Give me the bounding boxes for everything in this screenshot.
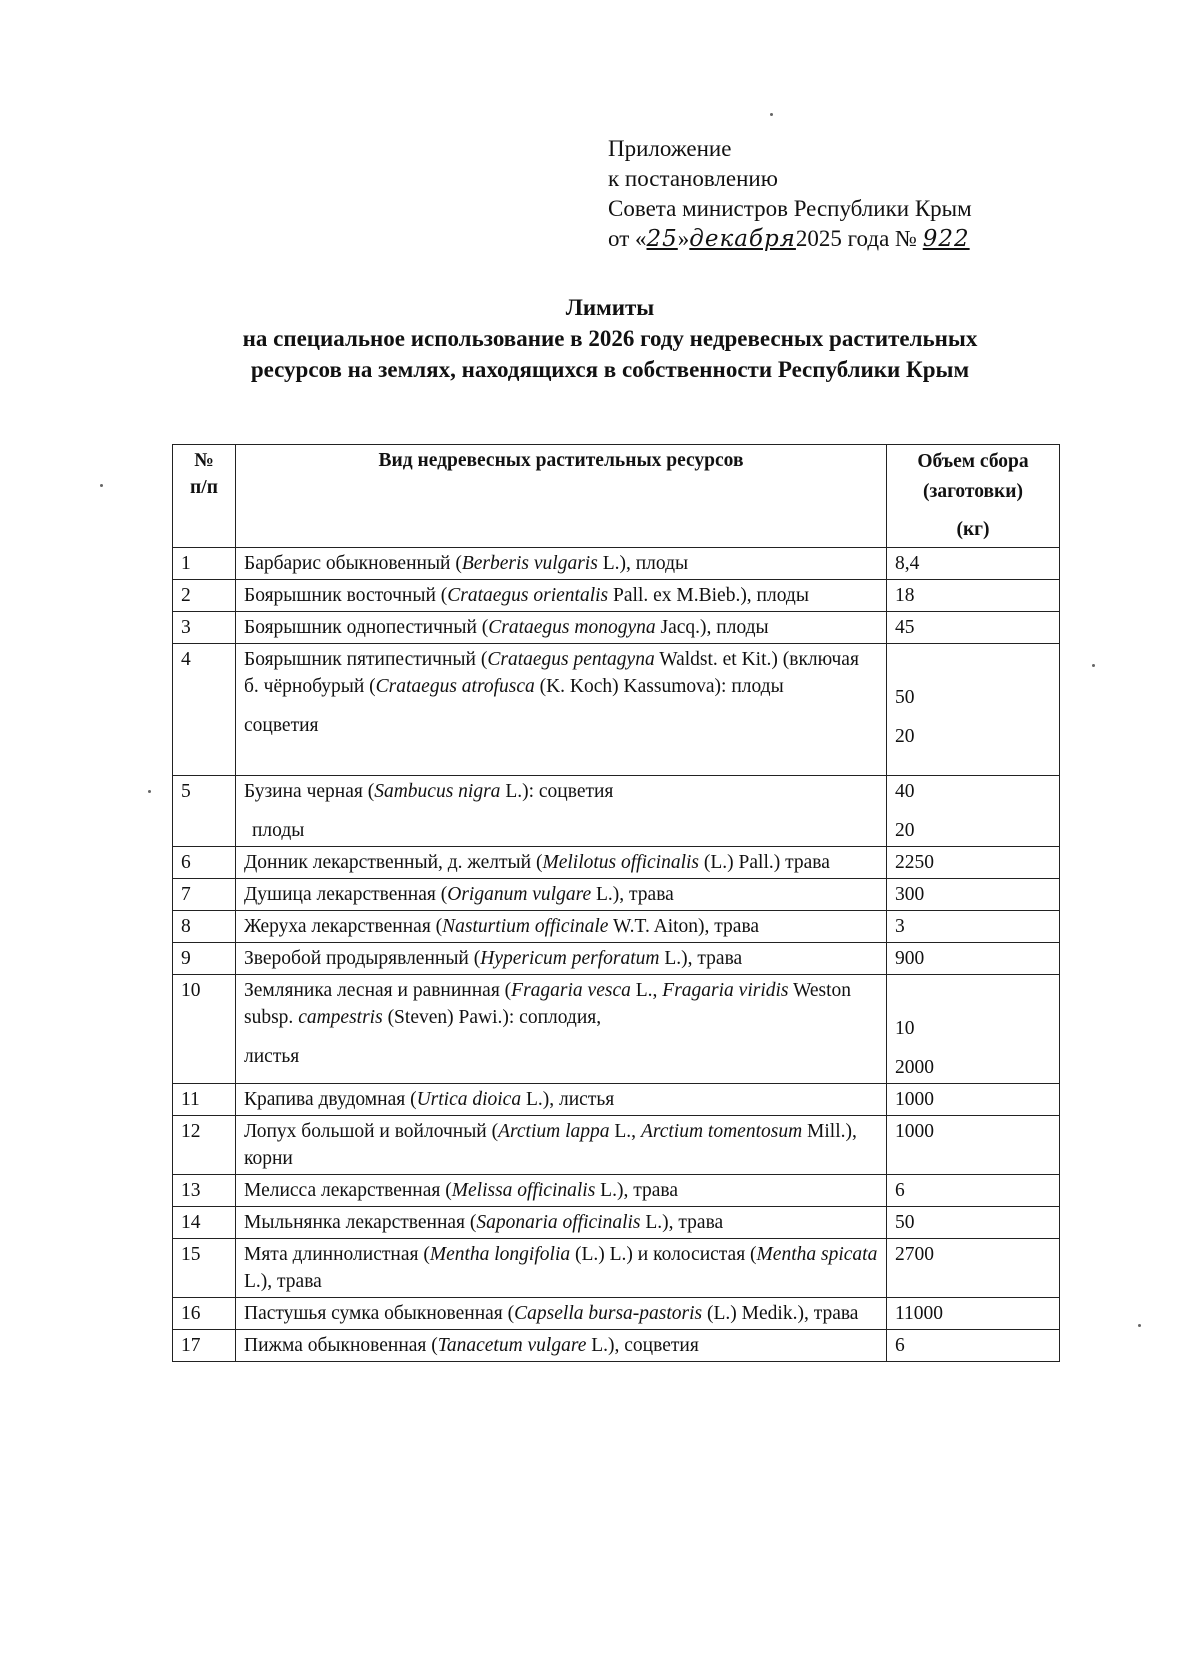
collection-volume: 2700 bbox=[887, 1239, 1060, 1298]
resource-name bbox=[236, 879, 887, 911]
collection-volume bbox=[887, 776, 1060, 847]
latin-name: Mentha spicata bbox=[756, 1244, 878, 1265]
volume-value: 20 bbox=[895, 726, 915, 747]
row-number: 12 bbox=[173, 1116, 236, 1175]
appendix-header bbox=[608, 134, 972, 254]
table-row bbox=[173, 1330, 1060, 1362]
name-text: Бузина черная ( bbox=[244, 781, 375, 802]
latin-name: Arctium lappa bbox=[498, 1121, 610, 1142]
collection-volume: 6 bbox=[887, 1330, 1060, 1362]
name-text: Waldst. et Kit.) (включая б. чёрнобурый ( bbox=[244, 649, 859, 697]
row-number: 4 bbox=[173, 644, 236, 776]
table-row bbox=[173, 1116, 1060, 1175]
name-text: Лопух большой и войлочный ( bbox=[244, 1121, 499, 1142]
title-main: Лимиты bbox=[565, 295, 655, 320]
latin-name: Fragaria vesca bbox=[511, 980, 631, 1001]
name-text: Мята длиннолистная ( bbox=[244, 1244, 430, 1265]
table-row bbox=[173, 1298, 1060, 1330]
date-day: 25 bbox=[646, 226, 678, 252]
resource-name bbox=[236, 612, 887, 644]
latin-name: campestris bbox=[298, 1007, 383, 1028]
row-number: 13 bbox=[173, 1175, 236, 1207]
title-line-2: на специальное использование в 2026 году недревесных растительных bbox=[242, 326, 978, 351]
row-number: 10 bbox=[173, 975, 236, 1084]
name-text: Мелисса лекарственная ( bbox=[244, 1180, 452, 1201]
name-text: Jacq.), плоды bbox=[655, 617, 769, 638]
collection-volume: 3 bbox=[887, 911, 1060, 943]
resource-name bbox=[236, 644, 887, 776]
volume-value: 10 bbox=[895, 1018, 915, 1039]
name-text: (L.) Medik.), трава bbox=[702, 1303, 859, 1324]
collection-volume: 8,4 bbox=[887, 548, 1060, 580]
name-text: L.), трава bbox=[591, 884, 674, 905]
table-row bbox=[173, 1175, 1060, 1207]
appendix-label: Приложение bbox=[608, 136, 732, 161]
resolution-ref: к постановлению bbox=[608, 166, 778, 191]
name-text: Мыльнянка лекарственная ( bbox=[244, 1212, 477, 1233]
row-number: 14 bbox=[173, 1207, 236, 1239]
name-text: Боярышник восточный ( bbox=[244, 585, 448, 606]
row-number: 6 bbox=[173, 847, 236, 879]
row-number: 7 bbox=[173, 879, 236, 911]
table-row bbox=[173, 911, 1060, 943]
latin-name: Crataegus monogyna bbox=[488, 617, 656, 638]
name-text: Пижма обыкновенная ( bbox=[244, 1335, 438, 1356]
document-title bbox=[130, 292, 1090, 385]
name-text: L.): соцветия bbox=[500, 781, 614, 802]
row-number: 8 bbox=[173, 911, 236, 943]
latin-name: Urtica dioica bbox=[416, 1089, 522, 1110]
collection-volume: 2250 bbox=[887, 847, 1060, 879]
scan-speck bbox=[1138, 1324, 1141, 1327]
resource-name bbox=[236, 580, 887, 612]
collection-volume: 18 bbox=[887, 580, 1060, 612]
table-row bbox=[173, 975, 1060, 1084]
name-text: (Steven) Pawi.): соплодия, bbox=[382, 1007, 602, 1028]
table-row bbox=[173, 548, 1060, 580]
name-text: Пастушья сумка обыкновенная ( bbox=[244, 1303, 515, 1324]
latin-name: Melilotus officinalis bbox=[542, 852, 700, 873]
name-text: Жеруха лекарственная ( bbox=[244, 916, 443, 937]
row-number: 2 bbox=[173, 580, 236, 612]
name-text: L.), листья bbox=[521, 1089, 615, 1110]
resource-part: листья bbox=[244, 1046, 300, 1067]
resource-name bbox=[236, 776, 887, 847]
limits-table bbox=[172, 444, 1060, 1362]
name-text: L.), трава bbox=[659, 948, 743, 969]
collection-volume bbox=[887, 975, 1060, 1084]
name-text: Pall. ex M.Bieb.), плоды bbox=[608, 585, 809, 606]
latin-name: Crataegus pentagyna bbox=[487, 649, 655, 670]
scan-speck bbox=[148, 790, 151, 793]
row-number: 17 bbox=[173, 1330, 236, 1362]
latin-name: Nasturtium officinale bbox=[442, 916, 609, 937]
resource-name bbox=[236, 1239, 887, 1298]
name-text: Донник лекарственный, д. желтый ( bbox=[244, 852, 543, 873]
scan-speck bbox=[1092, 664, 1095, 667]
resource-name bbox=[236, 911, 887, 943]
resource-name bbox=[236, 1116, 887, 1175]
scan-speck bbox=[100, 484, 103, 487]
collection-volume: 900 bbox=[887, 943, 1060, 975]
table-row bbox=[173, 879, 1060, 911]
row-number: 5 bbox=[173, 776, 236, 847]
collection-volume: 6 bbox=[887, 1175, 1060, 1207]
table-header-row bbox=[173, 445, 1060, 548]
col-number-header: № п/п bbox=[173, 445, 236, 548]
name-text: Боярышник однопестичный ( bbox=[244, 617, 489, 638]
table-row bbox=[173, 943, 1060, 975]
name-text: W.T. Aiton), трава bbox=[608, 916, 760, 937]
latin-name: Mentha longifolia bbox=[429, 1244, 571, 1265]
collection-volume: 50 bbox=[887, 1207, 1060, 1239]
latin-name: Sambucus nigra bbox=[374, 781, 501, 802]
name-text: (K. Koch) Kassumova): плоды bbox=[534, 676, 784, 697]
name-text: L.), трава bbox=[595, 1180, 678, 1201]
row-number: 16 bbox=[173, 1298, 236, 1330]
date-month: декабря bbox=[689, 226, 796, 252]
resource-part: соцветия bbox=[244, 715, 319, 736]
name-text: L., bbox=[630, 980, 663, 1001]
latin-name: Crataegus atrofusca bbox=[375, 676, 535, 697]
resource-name bbox=[236, 975, 887, 1084]
row-number: 9 bbox=[173, 943, 236, 975]
name-text: (L.) Pall.) трава bbox=[699, 852, 830, 873]
resource-name bbox=[236, 1298, 887, 1330]
scan-speck bbox=[770, 113, 773, 116]
collection-volume: 11000 bbox=[887, 1298, 1060, 1330]
table-row bbox=[173, 580, 1060, 612]
resolution-date bbox=[608, 224, 972, 254]
collection-volume bbox=[887, 644, 1060, 776]
name-text: L.), трава bbox=[640, 1212, 724, 1233]
name-text: L.), трава bbox=[244, 1271, 322, 1292]
collection-volume: 1000 bbox=[887, 1116, 1060, 1175]
name-text: Зверобой продырявленный ( bbox=[244, 948, 481, 969]
collection-volume: 45 bbox=[887, 612, 1060, 644]
name-text: Земляника лесная и равнинная ( bbox=[244, 980, 512, 1001]
volume-value: 40 bbox=[895, 781, 915, 802]
name-text: Душица лекарственная ( bbox=[244, 884, 448, 905]
name-text: Боярышник пятипестичный ( bbox=[244, 649, 488, 670]
name-text: L.), соцветия bbox=[586, 1335, 699, 1356]
date-sep: » bbox=[677, 226, 690, 251]
row-number: 15 bbox=[173, 1239, 236, 1298]
resource-name bbox=[236, 1330, 887, 1362]
name-text: Крапива двудомная ( bbox=[244, 1089, 417, 1110]
row-number: 1 bbox=[173, 548, 236, 580]
latin-name: Capsella bursa-pastoris bbox=[514, 1303, 703, 1324]
name-text: Барбарис обыкновенный ( bbox=[244, 553, 462, 574]
table-row bbox=[173, 612, 1060, 644]
resource-name bbox=[236, 1084, 887, 1116]
latin-name: Saponaria officinalis bbox=[476, 1212, 641, 1233]
collection-volume: 300 bbox=[887, 879, 1060, 911]
resource-part: плоды bbox=[252, 820, 305, 841]
table-row bbox=[173, 776, 1060, 847]
date-prefix: от « bbox=[608, 226, 647, 251]
doc-number: 922 bbox=[922, 226, 970, 252]
name-text: (L.) L.) и колосистая ( bbox=[570, 1244, 757, 1265]
council-name: Совета министров Республики Крым bbox=[608, 196, 972, 221]
table-row bbox=[173, 1239, 1060, 1298]
row-number: 11 bbox=[173, 1084, 236, 1116]
name-text: L., bbox=[609, 1121, 641, 1142]
volume-value: 2000 bbox=[895, 1057, 934, 1078]
name-text: Mill.), корни bbox=[244, 1121, 857, 1169]
latin-name: Fragaria viridis bbox=[662, 980, 789, 1001]
latin-name: Crataegus orientalis bbox=[447, 585, 609, 606]
row-number: 3 bbox=[173, 612, 236, 644]
date-year: 2025 года № bbox=[795, 226, 917, 251]
latin-name: Hypericum perforatum bbox=[480, 948, 660, 969]
resource-name bbox=[236, 548, 887, 580]
resource-name bbox=[236, 1175, 887, 1207]
table-row bbox=[173, 1084, 1060, 1116]
latin-name: Arctium tomentosum bbox=[640, 1121, 803, 1142]
table-row bbox=[173, 1207, 1060, 1239]
table-row bbox=[173, 644, 1060, 776]
latin-name: Berberis vulgaris bbox=[461, 553, 598, 574]
name-text: Weston subsp. bbox=[244, 980, 852, 1028]
resource-name bbox=[236, 1207, 887, 1239]
col-type-header: Вид недревесных растительных ресурсов bbox=[236, 445, 887, 548]
resource-name bbox=[236, 847, 887, 879]
latin-name: Melissa officinalis bbox=[451, 1180, 596, 1201]
latin-name: Origanum vulgare bbox=[447, 884, 592, 905]
latin-name: Tanacetum vulgare bbox=[437, 1335, 587, 1356]
collection-volume: 1000 bbox=[887, 1084, 1060, 1116]
table-row bbox=[173, 847, 1060, 879]
resource-name bbox=[236, 943, 887, 975]
col-volume-header: Объем сбора (заготовки) (кг) bbox=[887, 445, 1060, 548]
name-text: L.), плоды bbox=[597, 553, 689, 574]
title-line-3: ресурсов на землях, находящихся в собственности Республики Крым bbox=[250, 357, 970, 382]
volume-value: 50 bbox=[895, 687, 915, 708]
volume-value: 20 bbox=[895, 820, 915, 841]
